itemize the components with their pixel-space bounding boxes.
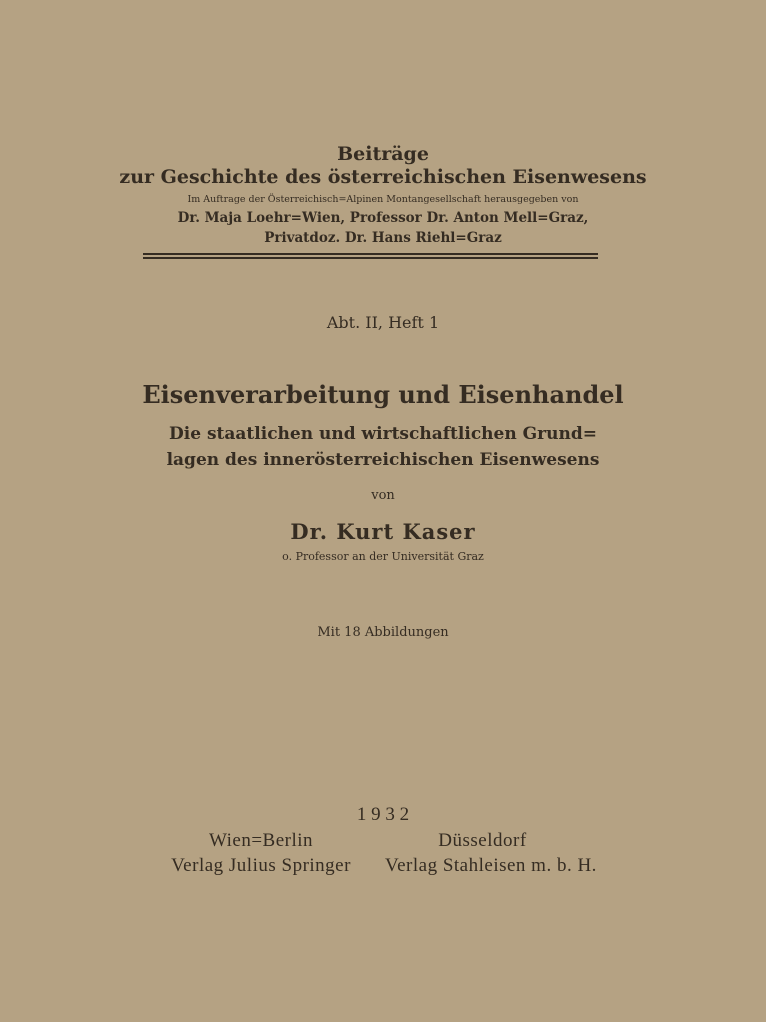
series-editors-line2: Privatdoz. Dr. Hans Riehl=Graz [264, 230, 502, 246]
divider-top [143, 253, 598, 255]
book-title: Eisenverarbeitung und Eisenhandel [142, 380, 624, 409]
right-publisher: Verlag Stahleisen m. b. H. [385, 855, 597, 876]
series-commission: Im Auftrage der Österreichisch=Alpinen Montangesellschaft herausgegeben von [187, 194, 579, 205]
left-publisher: Verlag Julius Springer [171, 855, 351, 876]
author-name: Dr. Kurt Kaser [290, 519, 476, 544]
series-title-line1: Beiträge [337, 143, 429, 165]
book-subtitle-line1: Die staatlichen und wirtschaftlichen Grund= [169, 424, 597, 444]
series-editors-line1: Dr. Maja Loehr=Wien, Professor Dr. Anton Mell=Graz, [177, 210, 589, 226]
volume-number: Abt. II, Heft 1 [326, 313, 440, 332]
author-affiliation: o. Professor an der Universität Graz [282, 550, 484, 563]
book-subtitle-line2: lagen des innerösterreichischen Eisenwesens [166, 450, 600, 470]
divider-bottom [143, 257, 598, 259]
illustrations-note: Mit 18 Abbildungen [317, 625, 449, 640]
series-title-line2: zur Geschichte des österreichischen Eisenwesens [119, 166, 647, 188]
left-city: Wien=Berlin [208, 830, 314, 851]
right-city: Düsseldorf [438, 830, 527, 851]
publication-year: 1 9 3 2 [356, 804, 410, 825]
by-label: von [371, 488, 395, 503]
